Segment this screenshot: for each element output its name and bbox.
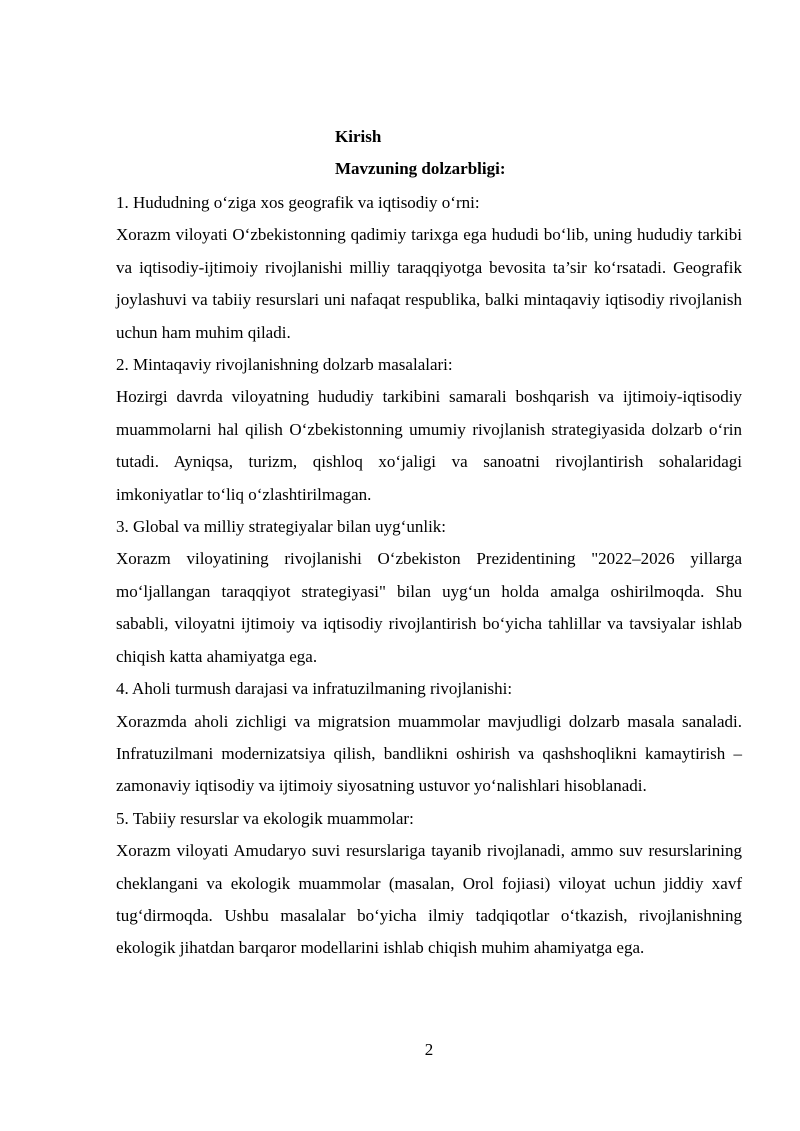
page-number: 2 xyxy=(424,1040,434,1059)
body-text xyxy=(116,187,742,965)
item-title-5: 5. Tabiiy resurslar va ekologik muammolar: xyxy=(116,808,414,828)
paragraph-3: Xorazm viloyatining rivojlanishi O‘zbekiston Prezidentining "2022–2026 yillarga mo‘ljallangan taraqqiyot strategiyasi" bilan uyg‘un holda amalga oshirilmoqda. Shu sababli, viloyatni ijtimoiy va iqtisodiy rivojlantirish bo‘yicha tahlillar va tavsiyalar ishlab chiqish katta ahamiyatga ega. xyxy=(116,549,742,666)
paragraph-2: Hozirgi davrda viloyatning hududiy tarkibini samarali boshqarish va ijtimoiy-iqtisodiy muammolarni hal qilish O‘zbekistonning umumiy rivojlanish strategiyasida dolzarb o‘rin tutadi. Ayniqsa, turizm, qishloq xo‘jaligi va sanoatni rivojlantirish sohalaridagi imkoniyatlar to‘liq o‘zlashtirilmagan. xyxy=(116,387,742,504)
item-title-2: 2. Mintaqaviy rivojlanishning dolzarb masalalari: xyxy=(116,355,453,375)
paragraph-1: Xorazm viloyati O‘zbekistonning qadimiy tarixga ega hududi bo‘lib, uning hududiy tarkibi va iqtisodiy-ijtimoiy rivojlanishi milliy taraqqiyotga bevosita ta’sir ko‘rsatadi. Geografik joylashuvi va tabiiy resurslari uni nafaqat respublika, balki mintaqaviy iqtisodiy rivojlanish uchun ham muhim qiladi. xyxy=(116,225,742,342)
paragraph-5: Xorazm viloyati Amudaryo suvi resurslariga tayanib rivojlanadi, ammo suv resurslarining cheklangani va ekologik muammolar (masalan, Orol fojiasi) viloyat uchun jiddiy xavf tug‘dirmoqda. Ushbu masalalar bo‘yicha ilmiy tadqiqotlar o‘tkazish, rivojlanishning ekologik jihatdan barqaror modellarini ishlab chiqish muhim ahamiyatga ega. xyxy=(116,841,742,958)
paragraph-4: Xorazmda aholi zichligi va migratsion muammolar mavjudligi dolzarb masala sanaladi. Infratuzilmani modernizatsiya qilish, bandlikni oshirish va qashshoqlikni kamaytirish – zamonaviy iqtisodiy va ijtimoiy siyosatning ustuvor yo‘nalishlari hisoblanadi. xyxy=(116,711,742,796)
item-title-3: 3. Global va milliy strategiyalar bilan uyg‘unlik: xyxy=(116,517,447,537)
section-subtitle: Mavzuning dolzarbligi: xyxy=(335,159,506,178)
page-title: Kirish xyxy=(335,127,382,146)
item-title-1: 1. Hududning o‘ziga xos geografik va iqtisodiy o‘rni: xyxy=(116,193,480,212)
item-title-4: 4. Aholi turmush darajasi va infratuzilmaning rivojlanishi: xyxy=(116,679,513,699)
